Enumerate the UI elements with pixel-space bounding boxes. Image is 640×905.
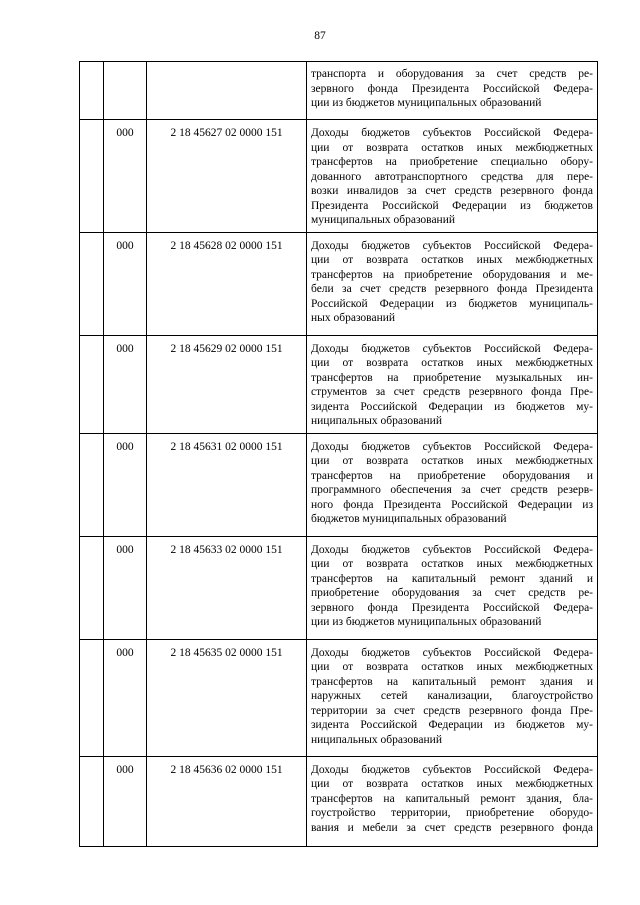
admin-code-cell: 000 [104,120,147,233]
description-line: ции от возврата остатков иных межбюджетных [311,141,593,154]
empty-cell [80,433,104,536]
table-row [80,639,598,756]
admin-code-cell [104,62,147,120]
description-line: ниципальных образований [311,415,442,427]
description-line: Президента Российской Федерации из бюджетов [311,199,593,212]
description-line: зервного фонда Президента Российской Федера- [311,601,593,614]
table-row [80,756,598,846]
empty-cell [80,756,104,846]
description-cell [307,433,598,536]
budget-code-cell: 2 18 45629 02 0000 151 [147,335,307,433]
empty-cell [80,536,104,639]
description-line: Доходы бюджетов субъектов Российской Федера- [311,763,593,776]
description-cell [307,62,598,120]
description-line: трансфертов на капитальный ремонт здания, бла- [311,792,593,805]
description-line: трансфертов на приобретение оборудования и [311,469,593,482]
description-line: трансфертов на капитальный ремонт здания и [311,675,593,688]
description-line: зервного фонда Президента Российской Федера- [311,82,593,95]
admin-code-cell: 000 [104,433,147,536]
description-line: территории за счет средств резервного фонда Пре- [311,704,593,717]
table-row [80,62,598,120]
description-line: трансфертов на приобретение музыкальных ин- [311,371,593,384]
admin-code-cell: 000 [104,536,147,639]
description-line: Доходы бюджетов субъектов Российской Федера- [311,543,593,556]
table-row [80,120,598,233]
description-line: дованного автотранспортного средства для пере- [311,170,593,183]
description-line: ции от возврата остатков иных межбюджетных [311,558,593,570]
description-cell [307,756,598,846]
description-line: струментов за счет средств резервного фонда Пре- [311,386,593,398]
description-line: приобретение оборудования за счет средств ре- [311,587,593,599]
table-row [80,232,598,335]
description-line: Доходы бюджетов субъектов Российской Федера- [311,342,593,355]
budget-code-cell: 2 18 45636 02 0000 151 [147,756,307,846]
budget-code-cell [147,62,307,120]
description-line: трансфертов на приобретение оборудования и ме- [311,268,593,281]
table-row [80,536,598,639]
description-line: транспорта и оборудования за счет средств ре- [311,68,593,80]
description-line: трансфертов на приобретение специально обору- [311,156,593,168]
admin-code-cell: 000 [104,232,147,335]
page-number: 87 [314,30,326,42]
description-line: ции из бюджетов муниципальных образований [311,97,542,109]
budget-code-cell: 2 18 45628 02 0000 151 [147,232,307,335]
description-cell [307,639,598,756]
description-line: ции от возврата остатков иных межбюджетных [311,455,593,467]
admin-code-cell: 000 [104,335,147,433]
description-line: зидента Российской Федерации из бюджетов му- [311,400,593,413]
description-line: зидента Российской Федерации из бюджетов му- [311,719,593,731]
empty-cell [80,232,104,335]
admin-code-cell: 000 [104,756,147,846]
empty-cell [80,62,104,120]
table-row [80,433,598,536]
table-row [80,335,598,433]
description-line: ных образований [311,312,396,324]
description-cell [307,335,598,433]
description-cell [307,232,598,335]
description-line: бели за счет средств резервного фонда Президента [311,283,593,295]
description-line: вания и мебели за счет средств резервного фонда [311,821,593,834]
budget-code-cell: 2 18 45627 02 0000 151 [147,120,307,233]
description-line: Доходы бюджетов субъектов Российской Федера- [311,440,593,453]
description-line: ции от возврата остатков иных межбюджетных [311,778,593,790]
empty-cell [80,120,104,233]
description-line: Российской Федерации из бюджетов муниципаль- [311,297,593,310]
description-cell [307,536,598,639]
description-line: наружных сетей канализации, благоустройство [311,690,593,702]
budget-code-cell: 2 18 45631 02 0000 151 [147,433,307,536]
empty-cell [80,335,104,433]
description-line: ции от возврата остатков иных межбюджетных [311,661,593,673]
description-line: Доходы бюджетов субъектов Российской Федера- [311,127,593,139]
description-line: Доходы бюджетов субъектов Российской Федера- [311,239,593,252]
description-line: ции от возврата остатков иных межбюджетных [311,357,593,369]
description-cell [307,120,598,233]
description-line: гоустройство территории, приобретение оборудо- [311,807,593,819]
description-line: бюджетов муниципальных образований [311,513,507,525]
description-line: ции из бюджетов муниципальных образований [311,616,542,628]
budget-code-cell: 2 18 45635 02 0000 151 [147,639,307,756]
description-line: трансфертов на капитальный ремонт зданий и [311,572,593,585]
description-line: муниципальных образований [311,214,456,226]
description-line: ниципальных образований [311,733,442,746]
empty-cell [80,639,104,756]
budget-code-cell: 2 18 45633 02 0000 151 [147,536,307,639]
admin-code-cell: 000 [104,639,147,756]
description-line: ного фонда Президента Российской Федерации из [311,498,593,511]
description-line: ции от возврата остатков иных межбюджетных [311,254,593,266]
description-line: программного обеспечения за счет средств резерв- [311,484,593,496]
description-line: Доходы бюджетов субъектов Российской Федера- [311,646,593,659]
budget-codes-table [79,61,598,847]
description-line: возки инвалидов за счет средств резервного фонда [311,185,593,197]
